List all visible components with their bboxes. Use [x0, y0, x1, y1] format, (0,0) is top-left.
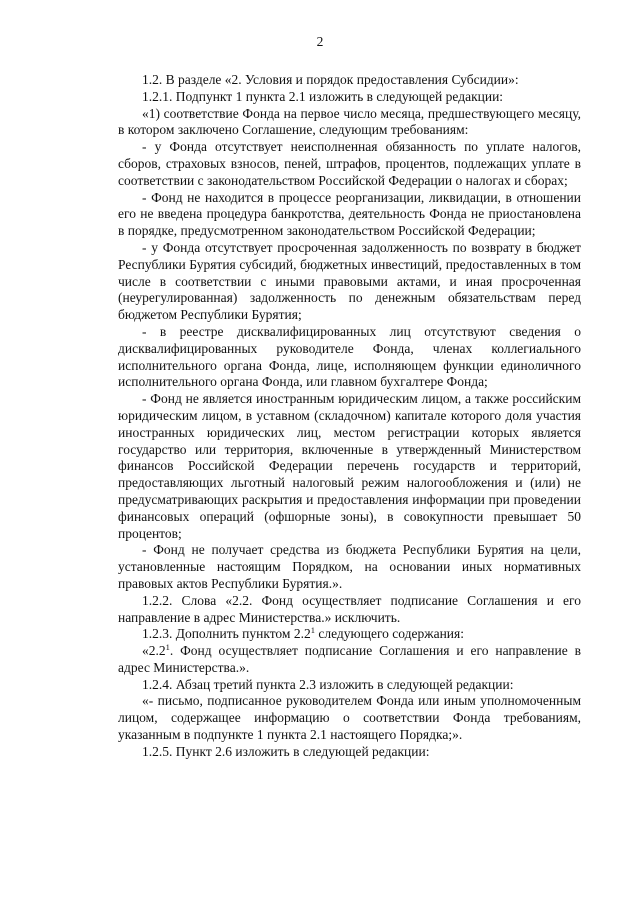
paragraph-item-1-2-5: 1.2.5. Пункт 2.6 изложить в следующей редакции:: [142, 743, 430, 759]
paragraph-item-1-2-4: 1.2.4. Абзац третий пункта 2.3 изложить в следующей редакции:: [142, 676, 514, 692]
paragraph-requirement-reorganization: - Фонд не находится в процессе реорганизации, ликвидации, в отношении его не введена процедура банкротства, деятельность Фонда не приостановлена в порядке, предусмотренном законодательством Российской Федерации;: [118, 189, 581, 239]
document-body: [118, 72, 581, 761]
paragraph-requirements-intro: «1) соответствие Фонда на первое число месяца, предшествующего месяцу, в котором заключено Соглашение, следующим требованиям:: [118, 105, 581, 138]
paragraph-requirement-disqualified: - в реестре дисквалифицированных лиц отсутствуют сведения о дисквалифицированных руководителе Фонда, членах коллегиального исполнительного органа Фонда, лице, исполняющем функции единоличного исполнительного органа Фонда, или главном бухгалтере Фонда;: [118, 323, 581, 390]
paragraph-item-1-2-3: [118, 626, 581, 643]
superscript-mark: 1: [165, 642, 170, 653]
paragraph-item-1-2-3-text-after: следующего содержания:: [314, 626, 464, 642]
paragraph-requirement-budget: - Фонд не получает средства из бюджета Республики Бурятия на цели, установленные настоящим Порядком, на основании иных нормативных правовых актов Республики Бурятия.».: [118, 542, 581, 591]
paragraph-clause-2-2-1: [118, 643, 581, 677]
paragraph-clause-2-2-1-text-after: . Фонд осуществляет подписание Соглашения и его направление в адрес Министерства.».: [118, 643, 581, 675]
superscript-mark: 1: [310, 625, 315, 636]
paragraph-item-1-2-3-text: 1.2.3. Дополнить пунктом 2.2: [142, 626, 311, 642]
paragraph-requirement-foreign: - Фонд не является иностранным юридическим лицом, а также российским юридическим лицом, в уставном (складочном) капитале которого доля участия иностранных юридических лиц, местом регистрации которых является государство или территория, включенные в утвержденный Министерством финансов Российской Федерации перечень государств и территорий, предоставляющих льготный налоговый режим налогообложения и (или) не предусматривающих раскрытия и предоставления информации при проведении финансовых операций (офшорные зоны), в совокупности превышает 50 процентов;: [118, 391, 581, 541]
paragraph-item-1-2-2: 1.2.2. Слова «2.2. Фонд осуществляет подписание Соглашения и его направление в адрес Министерства.» исключить.: [118, 592, 581, 625]
paragraph-item-1-2-1: 1.2.1. Подпункт 1 пункта 2.1 изложить в следующей редакции:: [142, 88, 504, 104]
page-number: 2: [316, 34, 324, 49]
paragraph-requirement-debt: - у Фонда отсутствует просроченная задолженность по возврату в бюджет Республики Бурятия субсидий, бюджетных инвестиций, предоставленных в том числе в соответствии с иными правовыми актами, и иная просроченная (неурегулированная) задолженность по денежным обязательствам перед бюджетом Республики Бурятия;: [118, 239, 581, 323]
paragraph-requirement-taxes: - у Фонда отсутствует неисполненная обязанность по уплате налогов, сборов, страховых взносов, пеней, штрафов, процентов, подлежащих уплате в соответствии с законодательством Российской Федерации о налогах и сборах;: [118, 139, 581, 188]
paragraph-letter-clause: «- письмо, подписанное руководителем Фонда или иным уполномоченным лицом, содержащее информацию о соответствии Фонда требованиям, указанным в подпункте 1 пункта 2.1 настоящего Порядка;».: [118, 693, 581, 743]
paragraph-clause-2-2-1-text: «2.2: [142, 643, 166, 659]
paragraph-section-1-2: 1.2. В разделе «2. Условия и порядок предоставления Субсидии»:: [142, 72, 519, 87]
